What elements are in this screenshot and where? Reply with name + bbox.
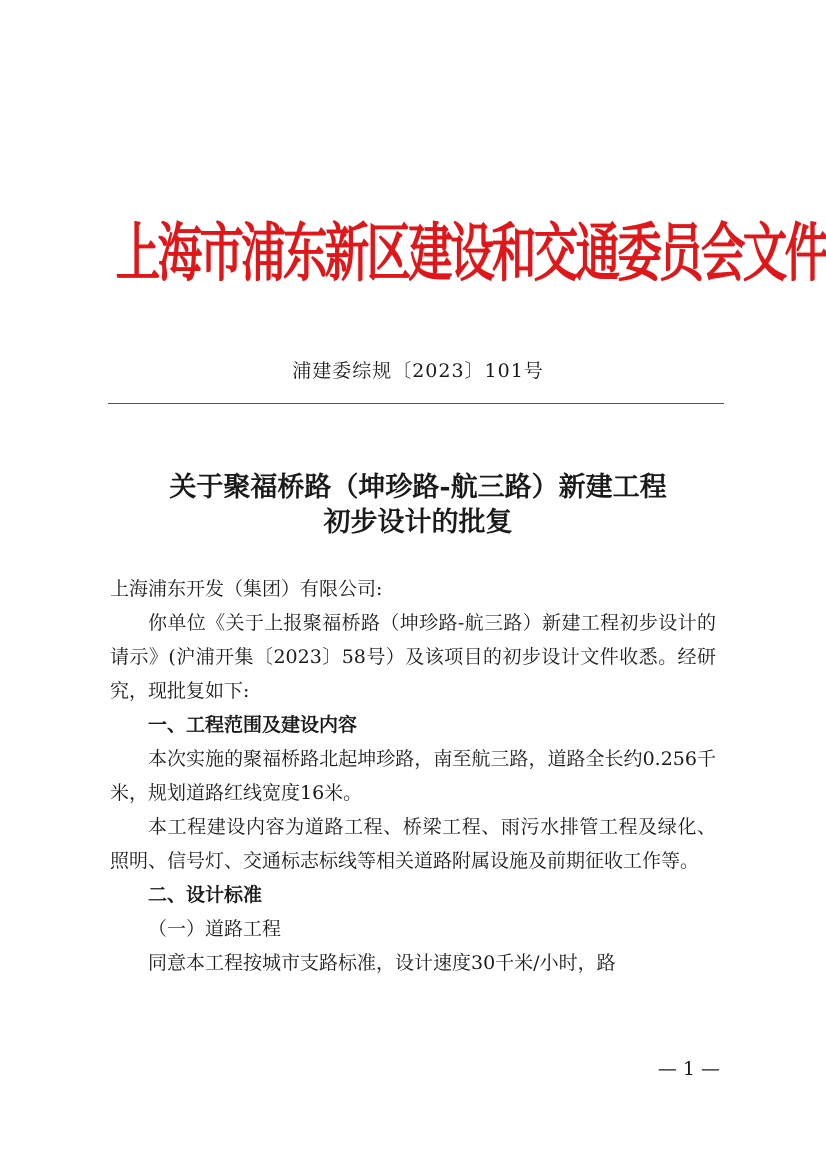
section-2-subheading: （一）道路工程 <box>148 918 282 940</box>
intro-paragraph: 你单位《关于上报聚福桥路（坤珍路-航三路）新建工程初步设计的请示》(沪浦开集〔2023〕58号）及该项目的初步设计文件收悉。经研究，现批复如下: <box>110 612 716 702</box>
section-1-paragraph-2: 本工程建设内容为道路工程、桥梁工程、雨污水排管工程及绿化、照明、信号灯、交通标志标线等相关道路附属设施及前期征收工作等。 <box>110 816 716 872</box>
masthead-title: 上海市浦东新区建设和交通委员会文件 <box>115 216 826 292</box>
section-2-paragraph-1: 同意本工程按城市支路标准，设计速度30千米/小时，路 <box>148 952 616 974</box>
addressee: 上海浦东开发（集团）有限公司: <box>110 578 383 600</box>
section-2-heading: 二、设计标准 <box>148 884 263 906</box>
section-1-paragraph-1: 本次实施的聚福桥路北起坤珍路，南至航三路，道路全长约0.256千米，规划道路红线宽度16米。 <box>110 748 716 804</box>
title-line-1: 关于聚福桥路（坤珍路-航三路）新建工程 <box>169 472 667 503</box>
title-line-2: 初步设计的批复 <box>323 507 513 538</box>
document-body <box>110 572 716 980</box>
section-1-heading: 一、工程范围及建设内容 <box>148 714 358 736</box>
red-divider-line <box>108 403 724 404</box>
page-number: — 1 — <box>657 1058 720 1080</box>
document-title <box>110 470 726 540</box>
document-number: 浦建委综规〔2023〕101号 <box>292 360 544 382</box>
